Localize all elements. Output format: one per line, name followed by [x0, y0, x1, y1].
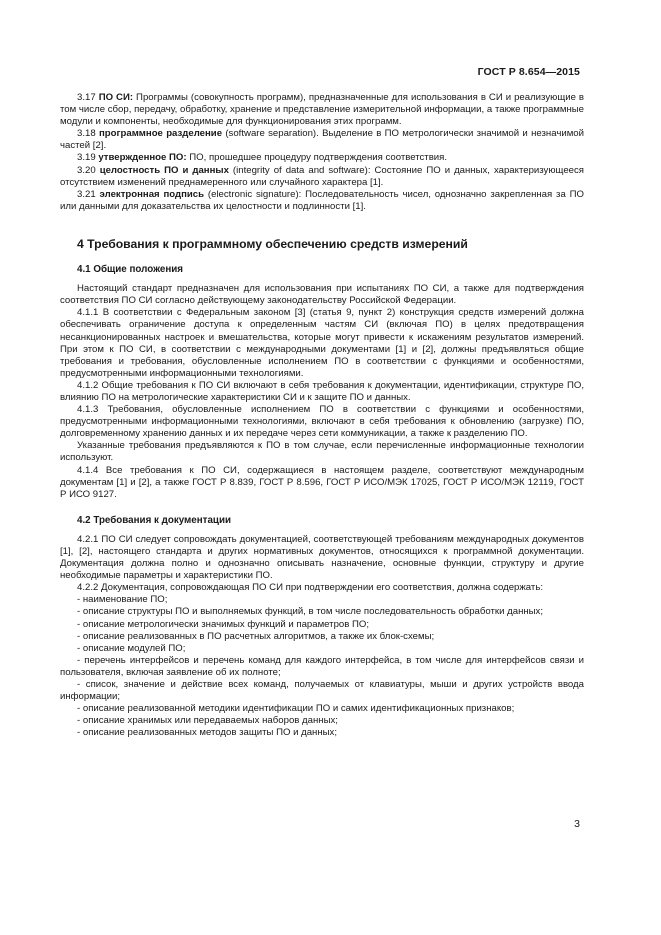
list-item: - описание реализованной методики идентификации ПО и самих идентификационных признаков; — [77, 703, 515, 715]
definition-term: целостность ПО и данных — [99, 164, 229, 176]
document-header: ГОСТ Р 8.654—2015 — [477, 66, 580, 78]
paragraph: 4.1.4 Все требования к ПО СИ, содержащиеся в настоящем разделе, соответствуют международным документам [1] и [2], а также ГОСТ Р 8.839, ГОСТ Р 8.596, ГОСТ Р ИСО/МЭК 17025, ГОСТ Р ИСО/МЭК 12119, ГОСТ Р ИСО 9127. — [60, 464, 584, 500]
paragraph: 4.1.1 В соответствии с Федеральным законом [3] (статья 9, пункт 2) конструкция средств измерений должна обеспечивать ограничение доступа к определенным частям СИ (включая ПО) в целях предотвращения несанкционированных настроек и вмешательства, которые могут привести к искажениям результатов измерений. При этом к ПО СИ, в соответствии с международными документами [1] и [2], должны предъявляться общие требования и требования, обусловленные исполнением ПО в соответствии с функциями и особенностями, предусмотренными информационными технологиями. — [60, 307, 584, 379]
definition-3-21: 3.21 электронная подпись (electronic signature): Последовательность чисел, однозначно закрепленная за ПО или данными для доказательства их целостности и подлинности [1]. — [60, 188, 584, 212]
list-item: - описание структуры ПО и выполняемых функций, в том числе последовательность обработки данных; — [77, 606, 544, 618]
list-item: - список, значение и действие всех команд, получаемых от клавиатуры, мыши и других устройств ввода информации; — [60, 679, 584, 703]
list-item: - перечень интерфейсов и перечень команд для каждого интерфейса, в том числе для интерфейсов связи и пользователя, включая заявление об их полноте; — [60, 654, 584, 678]
list-item: - наименование ПО; — [77, 594, 168, 606]
definition-term: утвержденное ПО: — [98, 152, 187, 164]
definition-3-19: 3.19 утвержденное ПО: ПО, прошедшее процедуру подтверждения соответствия. — [77, 152, 448, 164]
section-4-1-heading: 4.1 Общие положения — [77, 264, 184, 276]
paragraph: 4.2.1 ПО СИ следует сопровождать документацией, соответствующей требованиям международных документов [1], [2], настоящего стандарта и других нормативных документов, относящихся к программной документации. Документация должна полно и однозначно описывать назначение, основные функции, структуру и другие необходимые параметры и характеристики ПО. — [60, 533, 584, 582]
paragraph: Указанные требования предъявляются к ПО в том случае, если перечисленные информационные технологии используют. — [60, 440, 584, 464]
definition-term: программное разделение — [99, 128, 223, 140]
list-item: - описание модулей ПО; — [77, 642, 186, 654]
definition-3-18: 3.18 программное разделение (software separation). Выделение в ПО метрологически значимой и незначимой частей [2]. — [60, 128, 584, 152]
paragraph: 4.2.2 Документация, сопровождающая ПО СИ при подтверждении его соответствия, должна содержать: — [77, 582, 543, 594]
list-item: - описание реализованных в ПО расчетных алгоритмов, а также их блок-схемы; — [77, 630, 435, 642]
paragraph: 4.1.2 Общие требования к ПО СИ включают в себя требования к документации, идентификации, структуре ПО, влиянию ПО на метрологические характеристики СИ и к защите ПО и данных. — [60, 379, 584, 403]
paragraph: 4.1.3 Требования, обусловленные исполнением ПО в соответствии с функциями и особенностями, предусмотренными информационными технологиями, включают в себя требования к обновлению (загрузке) ПО, долговременному хранению данных и их передаче через сети коммуникации, а также к разделению ПО. — [60, 404, 584, 440]
page-number: 3 — [574, 818, 580, 830]
section-4-2-heading: 4.2 Требования к документации — [77, 514, 231, 526]
list-item: - описание хранимых или передаваемых наборов данных; — [77, 715, 338, 727]
definition-3-20: 3.20 целостность ПО и данных (integrity of data and software): Состояние ПО и данных, характеризующееся отсутствием изменений преднамеренного или случайного характера [1]. — [60, 164, 584, 188]
definition-term: ПО СИ: — [98, 92, 134, 103]
definition-term: электронная подпись — [99, 188, 205, 200]
list-item: - описание метрологически значимых функций и параметров ПО; — [77, 618, 370, 630]
page-content — [60, 92, 584, 740]
definition-3-17: 3.17 ПО СИ: Программы (совокупность программ), предназначенные для использования в СИ и реализующие в том числе сбор, передачу, обработку, хранение и представление измерительной информации, а также программные модули и компоненты, необходимые для функционирования этих программ. — [60, 92, 584, 128]
section-4-heading: 4 Требования к программному обеспечению средств измерений — [77, 236, 468, 251]
list-item: - описание реализованных методов защиты ПО и данных; — [77, 727, 338, 739]
paragraph: Настоящий стандарт предназначен для использования при испытаниях ПО СИ, а также для подтверждения соответствия ПО СИ согласно действующему законодательству Российской Федерации. — [60, 283, 584, 307]
